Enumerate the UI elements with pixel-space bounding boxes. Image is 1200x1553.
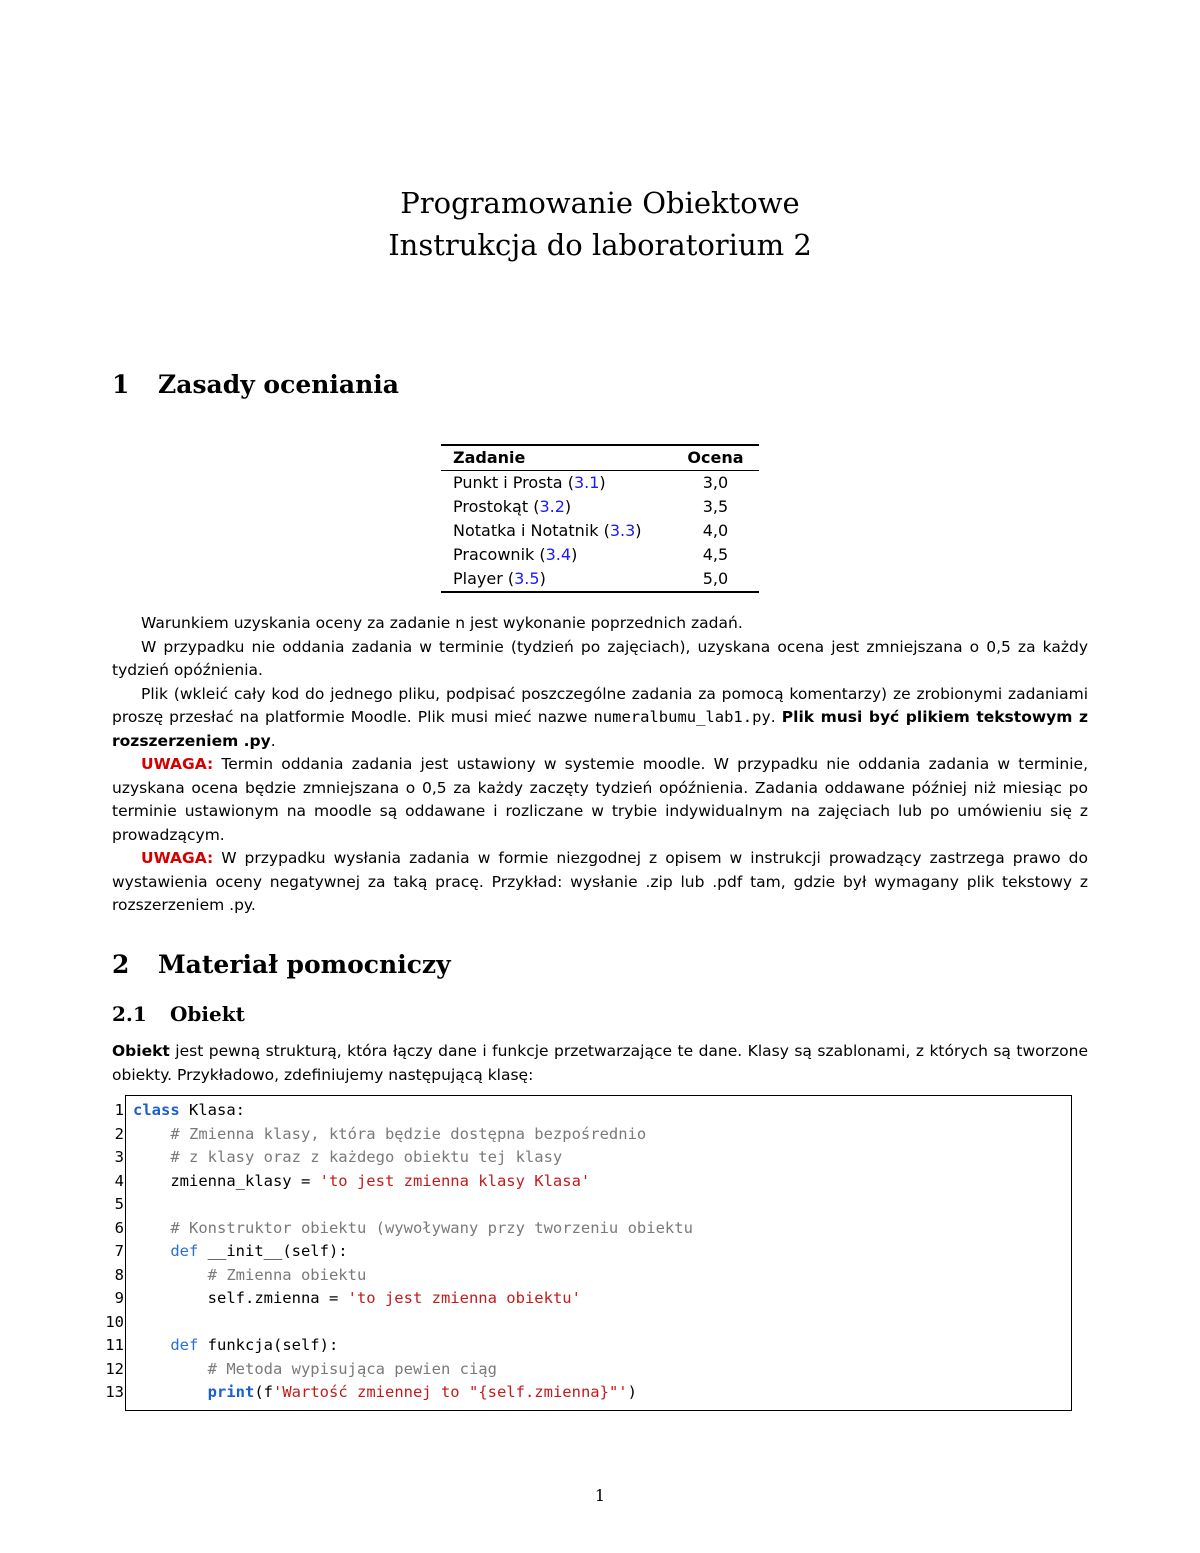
- task-grade: 5,0: [702, 569, 729, 588]
- task-name: Notatka i Notatnik: [453, 521, 599, 540]
- line-number: 13: [105, 1383, 124, 1401]
- rule-paragraph-5: [112, 847, 1088, 918]
- code-keyword: class: [133, 1101, 180, 1119]
- line-number: 3: [114, 1148, 124, 1166]
- task-grade: 4,0: [702, 521, 729, 540]
- code-listing: [133, 1099, 693, 1405]
- line-number: 2: [114, 1124, 124, 1143]
- section-title: Zasady oceniania: [158, 370, 399, 399]
- line-number: 6: [114, 1218, 124, 1237]
- rule-3-bold: Plik musi być plikiem tekstowym z rozszerzeniem .py: [112, 708, 1088, 750]
- section-number: 2: [112, 950, 130, 979]
- task-name: Pracownik: [453, 545, 535, 564]
- code-indent: [133, 1336, 170, 1354]
- line-number: 9: [114, 1289, 124, 1307]
- code-line-empty: [133, 1311, 693, 1335]
- code-text: zmienna_klasy =: [133, 1171, 320, 1190]
- intro-bold: Obiekt: [112, 1042, 170, 1060]
- section-title: Materiał pomocniczy: [158, 950, 451, 979]
- task-grade: 4,5: [702, 545, 729, 564]
- task-ref-link[interactable]: 3.2: [539, 497, 565, 516]
- code-indent: [133, 1383, 208, 1401]
- code-text: funkcja(self):: [198, 1336, 339, 1354]
- table-header-row: [441, 445, 759, 471]
- header-grade: Ocena: [687, 448, 744, 467]
- code-comment: # Zmienna klasy, która będzie dostępna bezpośrednio: [133, 1124, 647, 1143]
- code-line: [133, 1334, 693, 1358]
- line-number: 1: [114, 1101, 124, 1119]
- filename-code: numeralbumu_lab1.py: [593, 708, 771, 726]
- task-grade: 3,0: [702, 473, 729, 492]
- code-text: self.zmienna =: [133, 1289, 348, 1307]
- document-title: [0, 182, 1200, 266]
- task-grade: 3,5: [702, 497, 729, 516]
- task-ref-link[interactable]: 3.3: [609, 521, 636, 540]
- code-string: 'to jest zmienna obiektu': [347, 1289, 581, 1307]
- line-number: 4: [114, 1171, 124, 1190]
- rule-3-text: Plik (wkleić cały kod do jednego pliku, podpisać poszczególne zadania za pomocą komentarzy) ze zrobionymi zadaniami proszę przesłać na platformie Moodle. Plik musi mieć nazwe: [112, 684, 1088, 726]
- code-line: [133, 1240, 693, 1264]
- code-comment: # Zmienna obiektu: [133, 1265, 367, 1284]
- section-heading-2: [112, 950, 451, 979]
- code-line: [133, 1170, 693, 1194]
- grading-rules: [112, 612, 1088, 918]
- rule-paragraph-2: W przypadku nie oddania zadania w terminie (tydzień po zajęciach), uzyskana ocena jest zmniejszana o 0,5 za każdy tydzień opóźnienia.: [112, 637, 1088, 679]
- header-task: Zadanie: [453, 448, 526, 467]
- subsection-number: 2.1: [112, 1002, 147, 1026]
- task-ref-link[interactable]: 3.5: [514, 569, 540, 588]
- code-text: __init__(self):: [198, 1242, 348, 1260]
- code-line-empty: [133, 1193, 693, 1217]
- task-name: Prostokąt: [453, 497, 529, 516]
- section-heading-1: [112, 370, 399, 399]
- rule-paragraph-4: [112, 753, 1088, 847]
- page-number: 1: [594, 1486, 606, 1505]
- rule-paragraph-1: Warunkiem uzyskania oceny za zadanie n jest wykonanie poprzednich zadań.: [141, 614, 743, 632]
- rule-paragraph-3: [112, 683, 1088, 754]
- line-number: 11: [105, 1336, 124, 1354]
- rule-4-text: Termin oddania zadania jest ustawiony w systemie moodle. W przypadku nie oddania zadania w terminie, uzyskana ocena będzie zmniejszana o 0,5 za każdy zaczęty tydzień opóźnienia. Zadania oddawane później niż miesiąc po terminie ustawionym na moodle są oddawane i rozliczane w trybie indywidualnym na zajęciach lub po umówieniu się z prowadzącym.: [112, 755, 1088, 844]
- code-keyword: def: [170, 1336, 199, 1354]
- line-number: 12: [105, 1359, 124, 1378]
- code-string: 'Wartość zmiennej to "{self.zmienna}"': [273, 1383, 628, 1401]
- table-row: Notatka i Notatnik (3.3) 4,0: [441, 519, 759, 543]
- line-number: 10: [105, 1312, 124, 1331]
- line-number: 8: [114, 1265, 124, 1284]
- subsection-heading-2-1: [112, 1002, 245, 1026]
- table-row: Prostokąt (3.2) 3,5: [441, 495, 759, 519]
- code-text: (f: [254, 1383, 273, 1401]
- object-intro: [112, 1040, 1088, 1087]
- rule-5-text: W przypadku wysłania zadania w formie niezgodnej z opisem w instrukcji prowadzący zastrzega prawo do wystawienia oceny negatywnej za taką pracę. Przykład: wysłanie .zip lub .pdf tam, gdzie był wymagany plik tekstowy z rozszerzeniem .py.: [112, 849, 1088, 914]
- intro-text: jest pewną strukturą, która łączy dane i funkcje przetwarzające te dane. Klasy są szablonami, z których są tworzone obiekty. Przykładowo, zdefiniujemy następującą klasę:: [112, 1042, 1088, 1084]
- code-line: [133, 1099, 693, 1123]
- code-comment: # Metoda wypisująca pewien ciąg: [133, 1359, 497, 1378]
- title-line-1: Programowanie Obiektowe: [400, 186, 800, 220]
- subsection-title: Obiekt: [170, 1002, 245, 1026]
- task-name: Player: [453, 569, 503, 588]
- task-name: Punkt i Prosta: [453, 473, 563, 492]
- code-indent: [133, 1242, 170, 1260]
- code-line: [133, 1287, 693, 1311]
- table-row: Punkt i Prosta (3.1) 3,0: [441, 471, 759, 496]
- table-row: Player (3.5) 5,0: [441, 567, 759, 592]
- line-number: 7: [114, 1242, 124, 1260]
- code-comment: # Konstruktor obiektu (wywoływany przy tworzeniu obiektu: [133, 1218, 693, 1237]
- line-number: 5: [114, 1195, 124, 1213]
- code-text: Klasa:: [179, 1101, 245, 1119]
- code-text: ): [627, 1383, 637, 1401]
- grades-table: [441, 444, 759, 593]
- rule-3-dot: .: [770, 708, 782, 726]
- warning-label: UWAGA:: [141, 755, 214, 773]
- code-string: 'to jest zmienna klasy Klasa': [319, 1171, 591, 1190]
- warning-label: UWAGA:: [141, 849, 214, 867]
- rule-3-end: .: [270, 731, 276, 750]
- title-line-2: Instrukcja do laboratorium 2: [388, 228, 812, 262]
- code-comment: # z klasy oraz z każdego obiektu tej klasy: [133, 1148, 563, 1166]
- task-ref-link[interactable]: 3.1: [573, 473, 600, 492]
- code-keyword: def: [170, 1242, 199, 1260]
- code-line-numbers: [96, 1099, 124, 1405]
- code-line: [133, 1381, 693, 1405]
- intro-paragraph: [112, 1040, 1088, 1087]
- task-ref-link[interactable]: 3.4: [545, 545, 572, 564]
- code-builtin: print: [207, 1383, 255, 1401]
- table-row: Pracownik (3.4) 4,5: [441, 543, 759, 567]
- section-number: 1: [112, 370, 130, 399]
